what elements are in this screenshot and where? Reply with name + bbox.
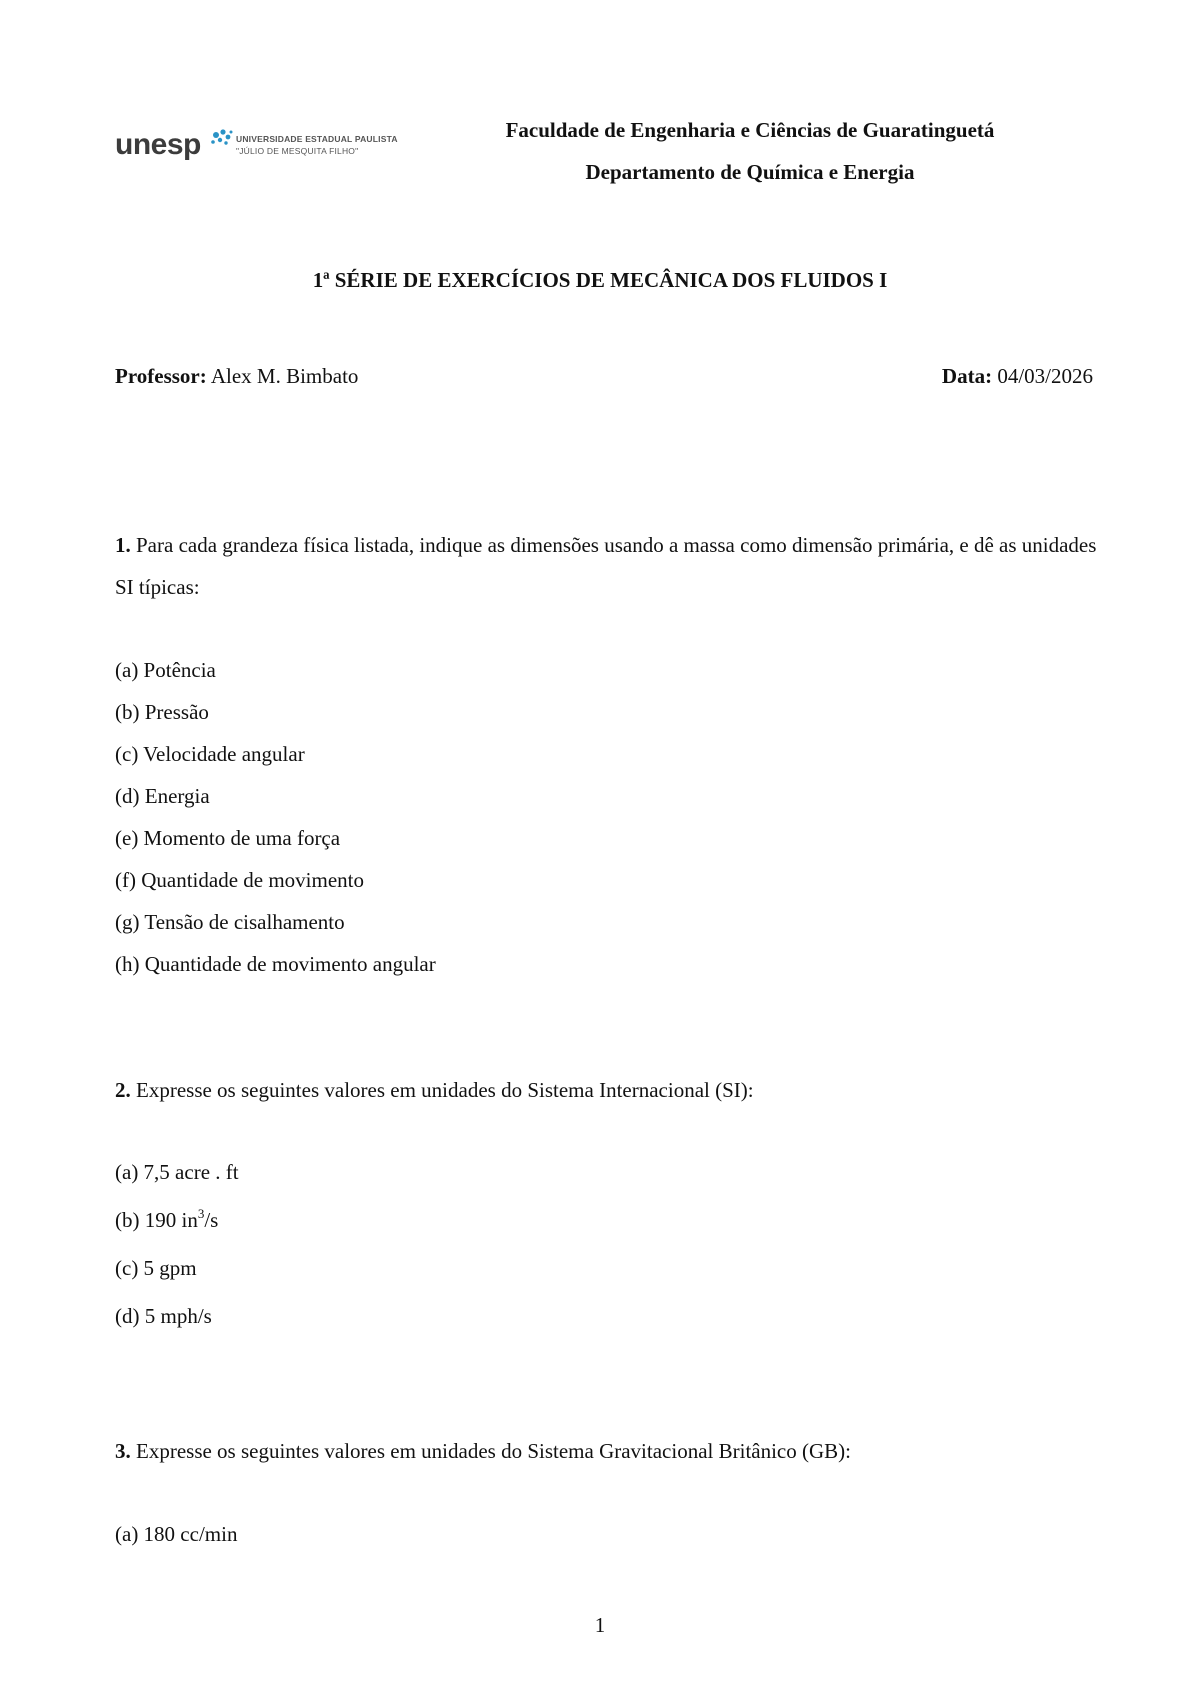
logo-university-subtitle: "JÚLIO DE MESQUITA FILHO" xyxy=(236,146,359,156)
q2-item-a: (a) 7,5 acre . ft xyxy=(115,1160,239,1184)
q2-item-d: (d) 5 mph/s xyxy=(115,1304,212,1328)
q1-item-h: (h) Quantidade de movimento angular xyxy=(115,952,436,976)
unesp-star-icon xyxy=(207,124,235,152)
question-1-text: Para cada grandeza física listada, indique as dimensões usando a massa como dimensão primária, e dê as unidades SI típicas: xyxy=(115,533,1097,599)
q2-item-b-unit: /s xyxy=(204,1208,219,1232)
q1-item-a: (a) Potência xyxy=(115,658,216,682)
question-3-text: Expresse os seguintes valores em unidades do Sistema Gravitacional Britânico (GB): xyxy=(136,1439,851,1463)
q1-item-c: (c) Velocidade angular xyxy=(115,742,305,766)
date-label: Data: xyxy=(941,364,993,388)
faculty-name: Faculdade de Engenharia e Ciências de Guaratinguetá xyxy=(505,118,995,142)
professor-label: Professor: xyxy=(115,364,207,388)
professor-line xyxy=(115,364,358,389)
q1-item-f: (f) Quantidade de movimento xyxy=(115,868,365,892)
question-2-text: Expresse os seguintes valores em unidades do Sistema Internacional (SI): xyxy=(136,1078,754,1102)
logo-wordmark: unesp xyxy=(115,128,201,161)
question-1 xyxy=(115,524,1100,608)
question-1-number: 1. xyxy=(115,533,131,557)
date-line xyxy=(942,364,1093,389)
question-3-number: 3. xyxy=(115,1439,131,1463)
date-value: 04/03/2026 xyxy=(997,364,1093,388)
question-3 xyxy=(115,1430,1100,1472)
page-number: 1 xyxy=(594,1613,606,1637)
q2-item-b xyxy=(115,1208,218,1233)
logo-university-name: UNIVERSIDADE ESTADUAL PAULISTA xyxy=(236,134,398,144)
q2-item-c: (c) 5 gpm xyxy=(115,1256,197,1280)
q2-item-b-exponent: 3 xyxy=(197,1206,205,1221)
question-2-number: 2. xyxy=(115,1078,131,1102)
q1-item-d: (d) Energia xyxy=(115,784,210,808)
q1-item-b: (b) Pressão xyxy=(115,700,209,724)
unesp-logo xyxy=(115,120,398,180)
professor-name: Alex M. Bimbato xyxy=(210,364,359,388)
q2-item-b-value: (b) 190 in xyxy=(115,1208,198,1232)
question-2 xyxy=(115,1069,1100,1111)
page-title: 1ª SÉRIE DE EXERCÍCIOS DE MECÂNICA DOS FLUIDOS I xyxy=(312,268,888,292)
q3-item-a: (a) 180 cc/min xyxy=(115,1522,238,1546)
department-name: Departamento de Química e Energia xyxy=(585,160,915,184)
q1-item-g: (g) Tensão de cisalhamento xyxy=(115,910,345,934)
q1-item-e: (e) Momento de uma força xyxy=(115,826,341,850)
